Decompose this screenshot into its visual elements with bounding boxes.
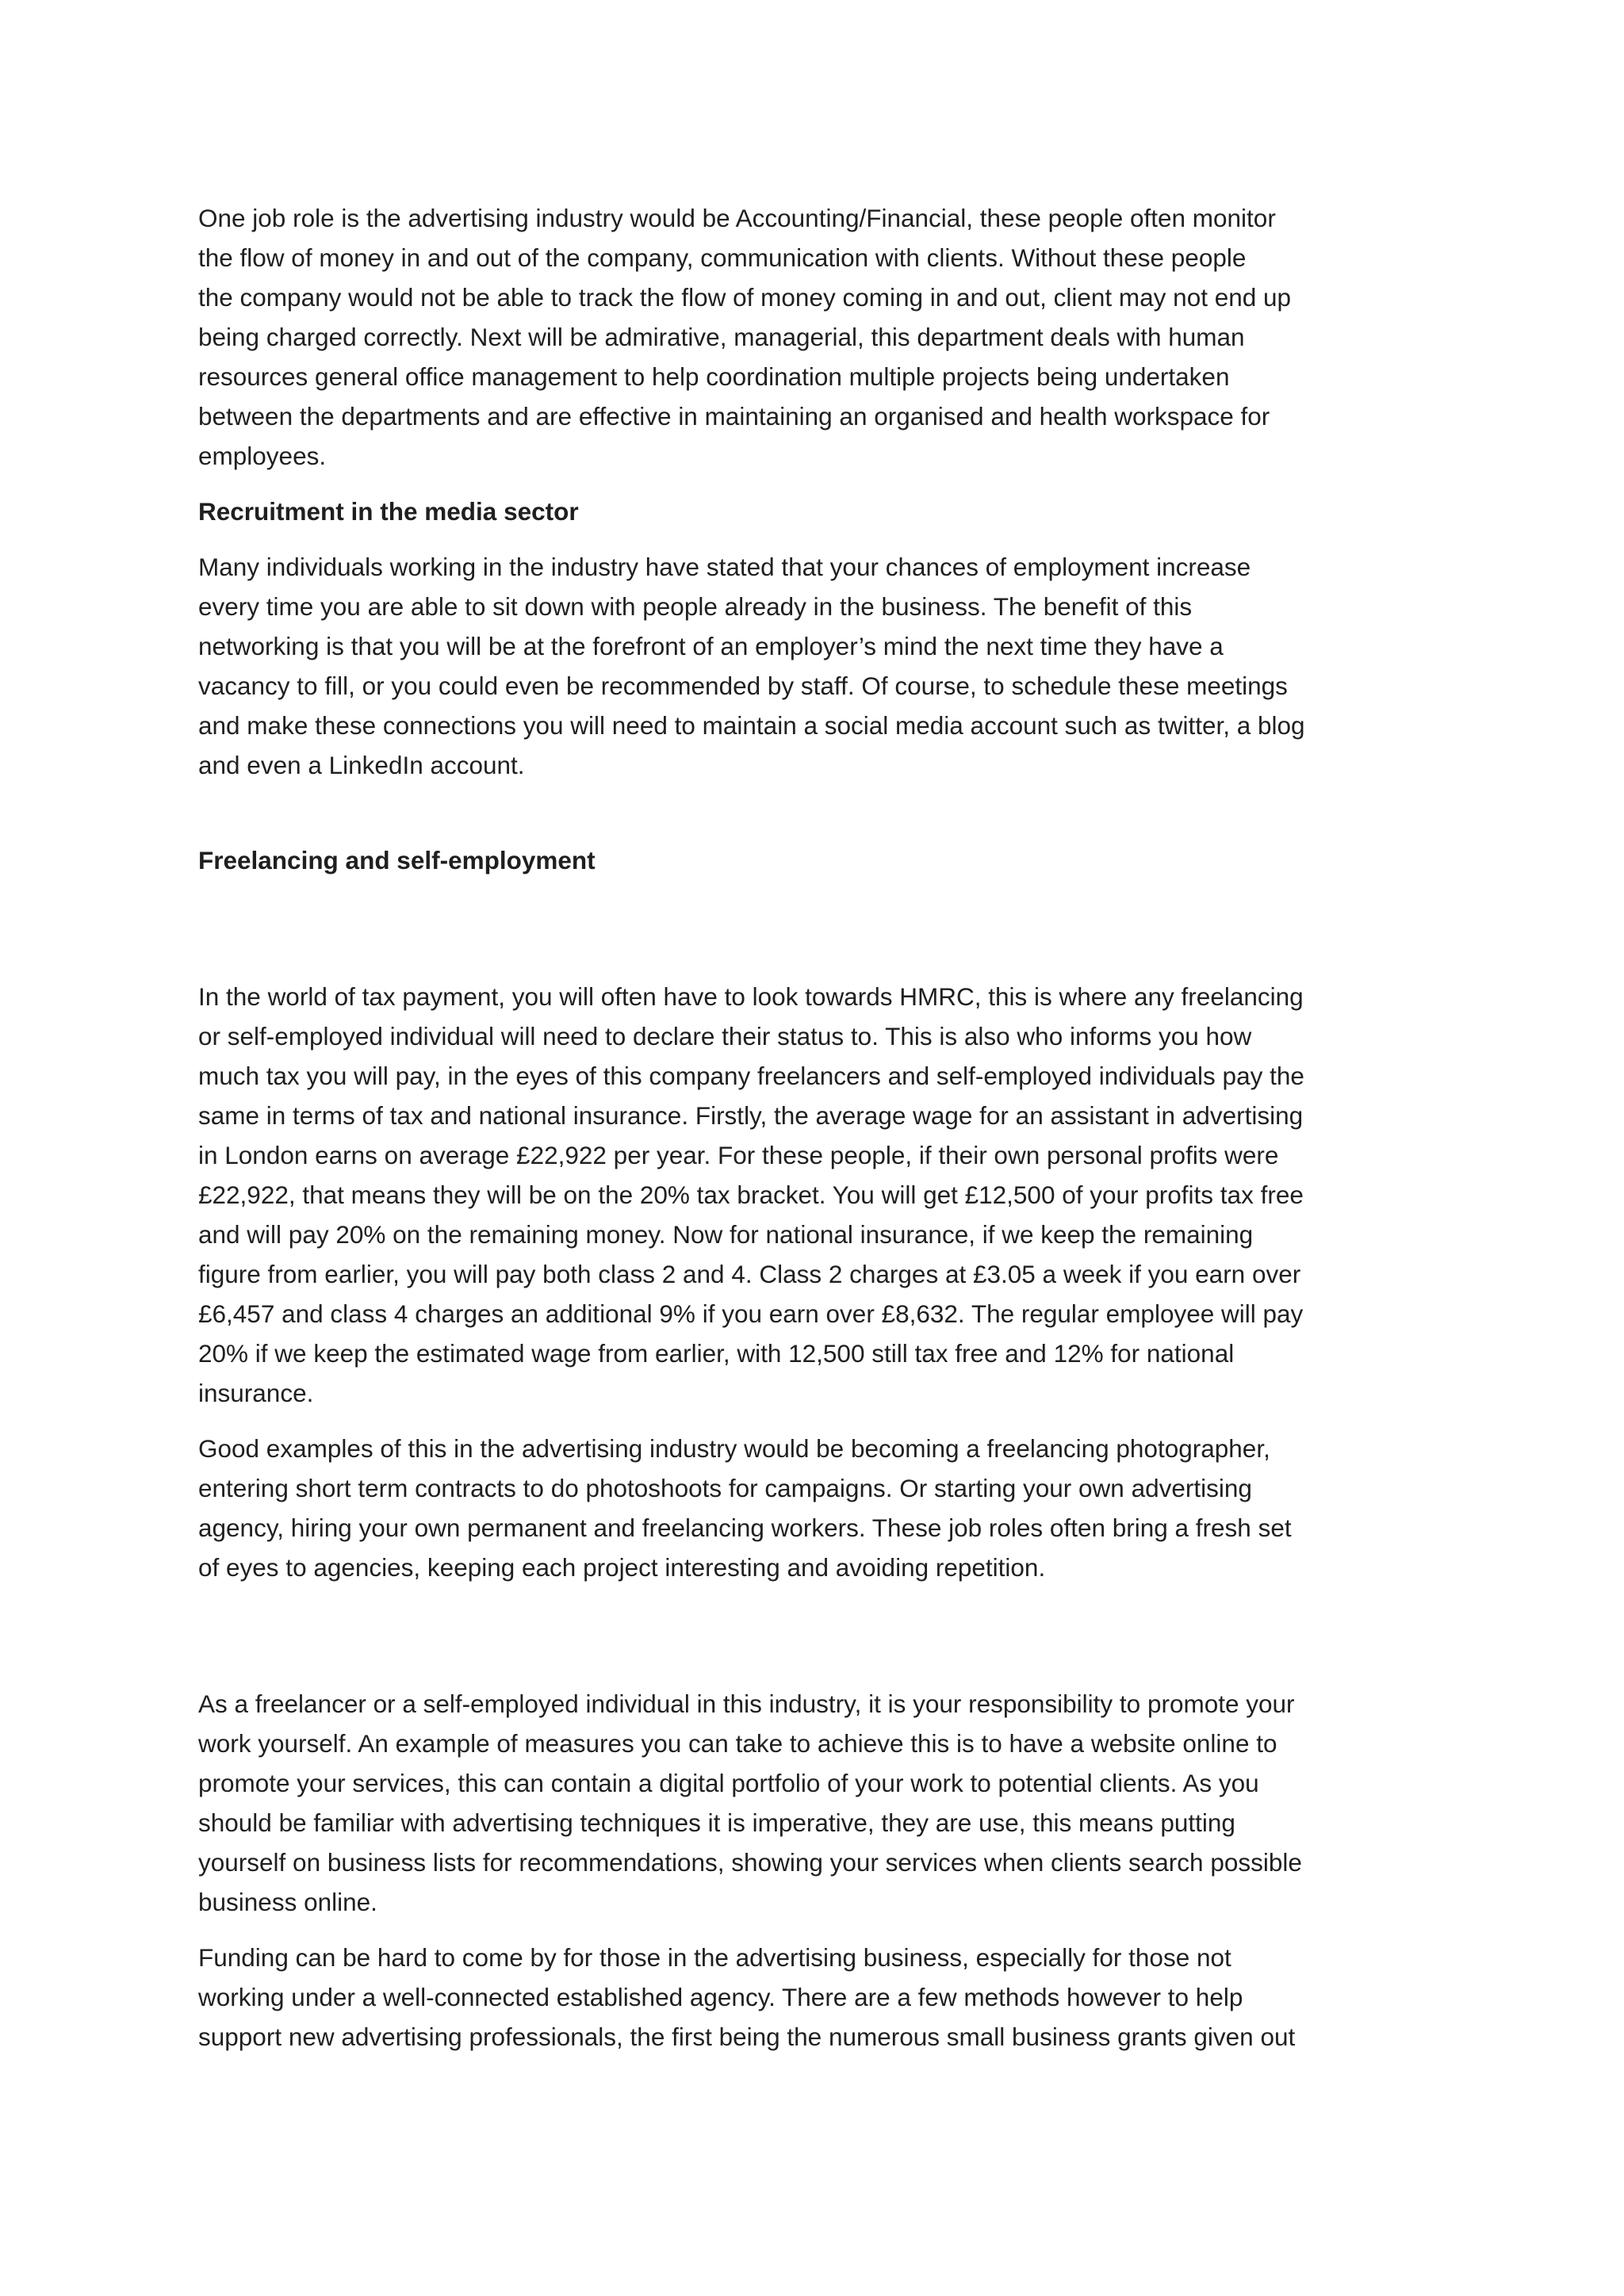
text-line: every time you are able to sit down with people already in the business. The benefit of this — [198, 592, 1193, 621]
text-line: between the departments and are effective in maintaining an organised and health workspace for — [198, 402, 1270, 430]
blank-space — [198, 896, 1435, 977]
text-line: working under a well-connected established agency. There are a few methods however to help — [198, 1983, 1243, 2011]
section-heading: Freelancing and self-employment — [198, 846, 596, 874]
body-paragraph — [198, 1429, 1435, 1587]
text-line: insurance. — [198, 1379, 314, 1407]
text-line: entering short term contracts to do photoshoots for campaigns. Or starting your own advertising — [198, 1474, 1252, 1502]
text-line: being charged correctly. Next will be admirative, managerial, this department deals with human — [198, 323, 1245, 351]
text-line: employees. — [198, 442, 327, 470]
blank-space — [198, 1603, 1435, 1684]
text-line: 20% if we keep the estimated wage from earlier, with 12,500 still tax free and 12% for national — [198, 1339, 1235, 1368]
body-paragraph — [198, 198, 1435, 476]
text-line: support new advertising professionals, the first being the numerous small business grants given out — [198, 2022, 1296, 2051]
text-line: In the world of tax payment, you will often have to look towards HMRC, this is where any freelancing — [198, 982, 1304, 1011]
text-line: or self-employed individual will need to declare their status to. This is also who informs you how — [198, 1022, 1252, 1050]
text-line: the flow of money in and out of the company, communication with clients. Without these people — [198, 243, 1247, 272]
blank-space — [198, 801, 1435, 840]
text-line: work yourself. An example of measures you can take to achieve this is to have a website online to — [198, 1729, 1277, 1758]
text-line: and make these connections you will need to maintain a social media account such as twitter, a blog — [198, 711, 1305, 740]
text-line: Good examples of this in the advertising industry would be becoming a freelancing photographer, — [198, 1434, 1270, 1463]
text-line: in London earns on average £22,922 per year. For these people, if their own personal profits were — [198, 1141, 1279, 1169]
body-paragraph — [198, 1684, 1435, 1922]
body-paragraph — [198, 1938, 1435, 2057]
text-line: same in terms of tax and national insurance. Firstly, the average wage for an assistant in advertising — [198, 1101, 1304, 1130]
text-line: and even a LinkedIn account. — [198, 751, 525, 779]
text-line: Funding can be hard to come by for those in the advertising business, especially for those not — [198, 1943, 1231, 1972]
text-line: the company would not be able to track the flow of money coming in and out, client may not end up — [198, 283, 1292, 312]
text-line: vacancy to fill, or you could even be recommended by staff. Of course, to schedule these meetings — [198, 672, 1288, 700]
text-line: figure from earlier, you will pay both class 2 and 4. Class 2 charges at £3.05 a week if you earn over — [198, 1260, 1301, 1288]
text-line: One job role is the advertising industry would be Accounting/Financial, these people often monitor — [198, 204, 1276, 232]
text-line: £22,922, that means they will be on the 20% tax bracket. You will get £12,500 of your profits tax free — [198, 1181, 1304, 1209]
text-line: Many individuals working in the industry have stated that your chances of employment increase — [198, 553, 1251, 581]
text-line: £6,457 and class 4 charges an additional 9% if you earn over £8,632. The regular employee will pay — [198, 1299, 1304, 1328]
text-line: yourself on business lists for recommendations, showing your services when clients search possible — [198, 1848, 1302, 1877]
text-line: and will pay 20% on the remaining money. Now for national insurance, if we keep the remaining — [198, 1220, 1254, 1249]
text-line: agency, hiring your own permanent and freelancing workers. These job roles often bring a fresh set — [198, 1513, 1292, 1542]
text-line: business online. — [198, 1888, 377, 1916]
text-line: As a freelancer or a self-employed individual in this industry, it is your responsibility to promote your — [198, 1689, 1295, 1718]
document-body — [198, 198, 1435, 2072]
text-line: promote your services, this can contain a digital portfolio of your work to potential clients. As you — [198, 1769, 1259, 1797]
text-line: resources general office management to help coordination multiple projects being undertaken — [198, 362, 1230, 391]
text-line: networking is that you will be at the forefront of an employer’s mind the next time they have a — [198, 632, 1224, 660]
text-line: should be familiar with advertising techniques it is imperative, they are use, this means putting — [198, 1808, 1235, 1837]
body-paragraph — [198, 547, 1435, 785]
text-line: of eyes to agencies, keeping each project interesting and avoiding repetition. — [198, 1553, 1046, 1582]
section-heading: Recruitment in the media sector — [198, 497, 579, 526]
text-line: much tax you will pay, in the eyes of this company freelancers and self-employed individuals pay the — [198, 1062, 1304, 1090]
body-paragraph — [198, 977, 1435, 1413]
